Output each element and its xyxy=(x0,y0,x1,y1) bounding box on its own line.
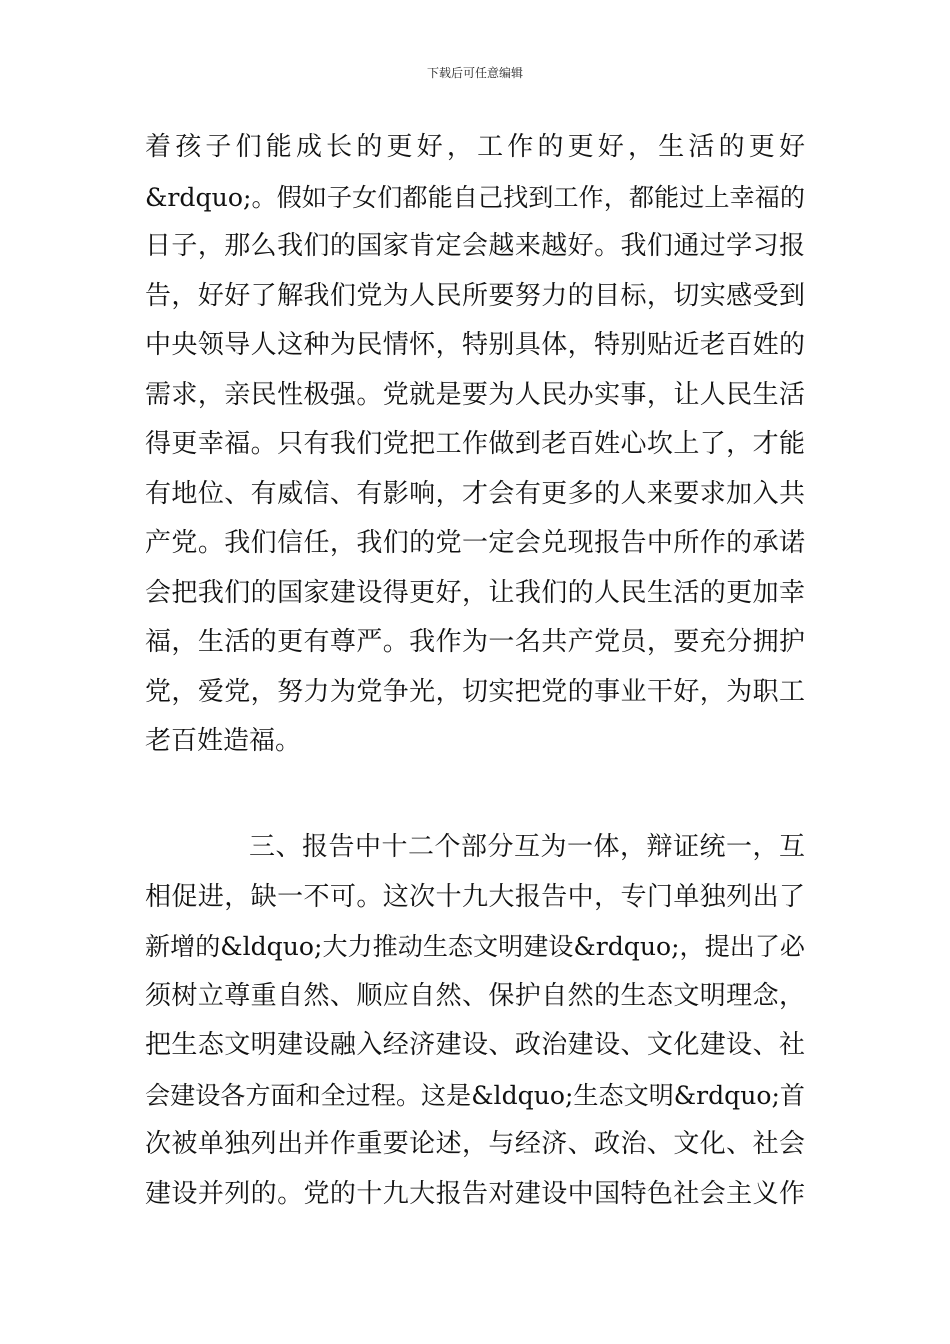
text-line: 老百姓造福。 xyxy=(145,726,302,756)
text-line: 党，爱党，努力为党争光，切实把党的事业干好，为职工 xyxy=(145,676,805,707)
text-line: 得更幸福。只有我们党把工作做到老百姓心坎上了，才能 xyxy=(145,429,805,459)
text-line: 日子，那么我们的国家肯定会越来越好。我们通过学习报 xyxy=(145,231,805,261)
text-line: 福，生活的更有尊严。我作为一名共产党员，要充分拥护 xyxy=(145,627,805,657)
text-line: 把生态文明建设融入经济建设、政治建设、文化建设、社 xyxy=(145,1030,805,1060)
paragraph-1 xyxy=(145,123,805,767)
text-line: 相促进，缺一不可。这次十九大报告中，专门单独列出了 xyxy=(145,881,805,912)
text-line: 告，好好了解我们党为人民所要努力的目标，切实感受到 xyxy=(145,280,805,311)
paragraph-2 xyxy=(145,823,805,1219)
text-line: 会建设各方面和全过程。这是&ldquo;生态文明&rdquo;首 xyxy=(145,1080,805,1110)
text-line: 有地位、有威信、有影响，才会有更多的人来要求加入共 xyxy=(145,478,805,509)
text-line: 次被单独列出并作重要论述，与经济、政治、文化、社会 xyxy=(145,1129,805,1159)
text-line: 中央领导人这种为民情怀，特别具体，特别贴近老百姓的 xyxy=(145,330,805,360)
text-line: 需求，亲民性极强。党就是要为人民办实事，让人民生活 xyxy=(145,379,805,410)
text-line: 着孩子们能成长的更好，工作的更好，生活的更好 xyxy=(145,132,805,162)
text-line: 产党。我们信任，我们的党一定会兑现报告中所作的承诺 xyxy=(145,528,805,558)
text-line: &rdquo;。假如子女们都能自己找到工作，都能过上幸福的 xyxy=(145,182,805,212)
text-line: 新增的&ldquo;大力推动生态文明建设&rdquo;，提出了必 xyxy=(145,932,805,961)
page-header: 下载后可任意编辑 xyxy=(426,66,523,80)
text-line: 须树立尊重自然、顺应自然、保护自然的生态文明理念， xyxy=(145,980,805,1011)
text-line-indented: 三、报告中十二个部分互为一体，辩证统一，互 xyxy=(249,832,805,862)
text-line: 会把我们的国家建设得更好，让我们的人民生活的更加幸 xyxy=(145,577,805,608)
text-line: 建设并列的。党的十九大报告对建设中国特色社会主义作 xyxy=(145,1178,805,1209)
